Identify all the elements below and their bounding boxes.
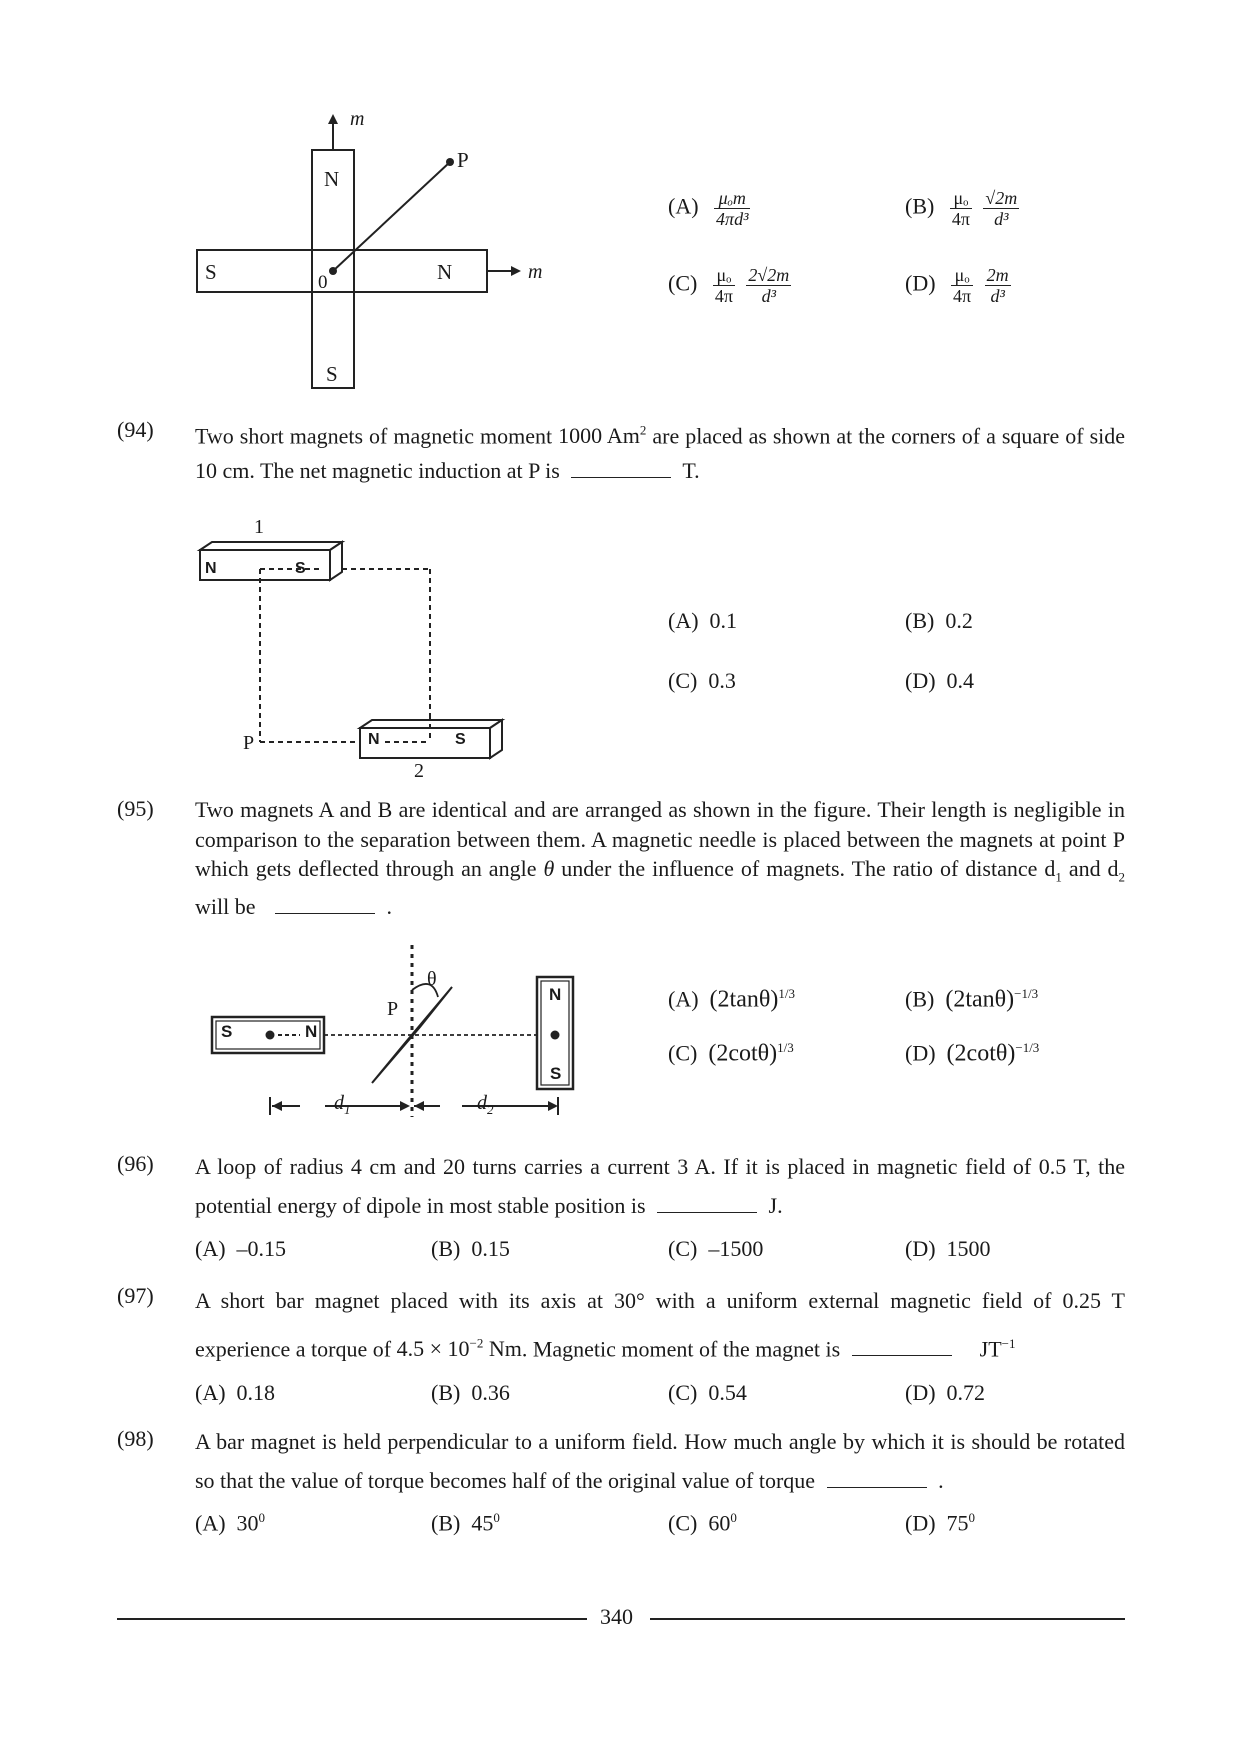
unit: T. (682, 458, 700, 484)
option-value: 0.15 (471, 1236, 510, 1261)
option-key: (B) (431, 1380, 461, 1405)
left-magnet-south: S (221, 1022, 233, 1041)
q94-option-d[interactable] (905, 668, 974, 694)
unit: Nm (488, 1336, 522, 1362)
subscript: 1 (1055, 869, 1062, 885)
option-key: (B) (431, 1236, 461, 1261)
north-pole-horizontal: N (437, 260, 453, 284)
text-part: Two magnets A and B are identical and are arranged as shown in the figure. Their length is negligible in comparison to the separation between them. A magnetic needle is placed between the magnets at point P which gets deflected through an angle (195, 797, 1125, 881)
option-key: (B) (905, 193, 935, 219)
origin-label: 0 (318, 272, 328, 293)
option-key: (A) (668, 193, 699, 219)
question-text (195, 413, 1125, 488)
subscript: 1 (344, 1102, 351, 1117)
text-part: under the influence of magnets. The ratio of distance d (561, 856, 1056, 881)
question-number: (96) (117, 1151, 154, 1176)
option-value: 0.2 (945, 608, 973, 633)
text-part: will be (195, 893, 256, 919)
text-part: d (477, 1092, 487, 1114)
subscript: 2 (487, 1102, 494, 1117)
option-key: (C) (668, 1380, 698, 1405)
option-value: 0.1 (709, 608, 738, 633)
question-number: (95) (117, 796, 154, 821)
figure-crossed-magnets (185, 110, 565, 400)
option-key: (D) (905, 1510, 936, 1536)
magnet-1-north: N (205, 560, 217, 577)
option-value: 75 (946, 1510, 969, 1536)
option-value: 0.54 (708, 1380, 747, 1405)
subscript: 2 (1118, 869, 1126, 885)
option-key: (A) (668, 608, 699, 633)
question-number: (97) (117, 1283, 154, 1308)
question-number: (94) (117, 417, 154, 442)
fraction (746, 265, 791, 306)
text-part: and d (1068, 856, 1119, 881)
q94-option-b[interactable] (905, 608, 973, 634)
magnet-1-label: 1 (254, 516, 264, 538)
q95-option-b[interactable] (905, 986, 1038, 1013)
question-number: (98) (117, 1426, 154, 1451)
option-key: (A) (195, 1380, 226, 1405)
torque-value (397, 1336, 522, 1361)
text-part: 1000 Am (558, 423, 640, 449)
unit: JT (979, 1336, 1002, 1362)
option-value: –0.15 (236, 1236, 287, 1261)
text-part: A short bar magnet placed with its axis at 30° with a uniform external magnetic field of 0.25 T experience a torque of (195, 1288, 1125, 1362)
denominator: 4πd³ (716, 209, 749, 229)
option-key: (C) (668, 270, 698, 296)
answer-blank (827, 1469, 927, 1488)
q93-option-b[interactable] (905, 188, 1022, 229)
option-key: (C) (668, 1236, 698, 1261)
exponent: −1/3 (1014, 986, 1039, 1001)
point-p-label: P (387, 998, 399, 1020)
denominator: 4π (951, 209, 970, 229)
south-pole-horizontal: S (205, 260, 217, 284)
exponent: −2 (469, 1336, 484, 1351)
option-key: (D) (905, 1236, 936, 1261)
option-key: (D) (905, 1380, 936, 1405)
footer-rule-left (117, 1618, 587, 1620)
unit: J. (768, 1193, 783, 1218)
left-magnet-north: N (305, 1022, 318, 1041)
magnet-2-north: N (368, 731, 380, 748)
fraction (985, 265, 1011, 306)
option-key: (C) (668, 668, 698, 693)
text-part: . (938, 1468, 944, 1493)
q95-option-d[interactable] (905, 1040, 1039, 1067)
numerator: μₒ (713, 265, 735, 286)
south-pole-vertical: S (326, 362, 338, 386)
option-value: 0.36 (471, 1380, 510, 1405)
question-text (195, 795, 1125, 921)
fraction (951, 265, 973, 306)
numerator: μₒ (950, 188, 972, 209)
exponent: 0 (968, 1510, 976, 1525)
option-key: (A) (668, 986, 699, 1012)
option-key: (A) (195, 1236, 226, 1261)
option-key: (D) (905, 270, 936, 296)
question-text (195, 1279, 1125, 1370)
exponent: 0 (730, 1510, 737, 1525)
q93-option-a[interactable] (668, 188, 753, 229)
numerator: 2m (986, 265, 1009, 285)
option-key: (B) (905, 608, 935, 633)
exponent: 0 (258, 1510, 266, 1525)
exponent: 1/3 (777, 1040, 794, 1055)
theta-angle-label: θ (427, 968, 437, 990)
answer-blank (571, 459, 671, 478)
numerator: μₒm (714, 188, 750, 209)
option-expression: (2cotθ) (708, 1040, 778, 1067)
q97-option-c[interactable] (668, 1380, 747, 1406)
q95-option-a[interactable] (668, 986, 795, 1013)
option-value: 45 (471, 1510, 494, 1536)
denominator: 4π (714, 286, 733, 306)
denominator: d³ (994, 209, 1009, 229)
distance-d2-label (477, 1092, 494, 1118)
moment-label-top: m (350, 108, 365, 130)
q94-option-c[interactable] (668, 668, 736, 694)
text-part: 4.5 × 10 (396, 1336, 470, 1362)
answer-blank (275, 895, 375, 914)
q95-option-c[interactable] (668, 1040, 794, 1067)
footer-rule-right (650, 1618, 1125, 1620)
q98-option-a[interactable] (195, 1510, 265, 1536)
question-text (195, 1147, 1125, 1225)
q97-option-b[interactable] (431, 1380, 510, 1406)
q97-option-a[interactable] (195, 1380, 275, 1406)
denominator: d³ (990, 286, 1005, 306)
q96-option-c[interactable] (668, 1236, 763, 1262)
q94-option-a[interactable] (668, 608, 737, 634)
magnet-1-south: S (295, 560, 306, 577)
option-key: (D) (905, 668, 936, 693)
numerator: 2√2m (748, 265, 790, 285)
theta-symbol: θ (543, 856, 555, 881)
q96-option-d[interactable] (905, 1236, 991, 1262)
option-value: 0.3 (708, 668, 736, 693)
q98-option-d[interactable] (905, 1510, 975, 1536)
magnet-2-south: S (455, 731, 466, 748)
numerator: √2m (985, 188, 1018, 208)
fraction (714, 188, 750, 229)
question-text (195, 1422, 1125, 1500)
text-part: A bar magnet is held perpendicular to a uniform field. How much angle by which it is should be rotated so that the value of torque becomes half of the original value of torque (195, 1429, 1125, 1493)
option-expression: (2tanθ) (709, 986, 779, 1013)
exponent: 2 (639, 423, 647, 438)
text-part: d (334, 1092, 344, 1114)
figure-needle-between-magnets (200, 945, 580, 1125)
text-part: . Magnetic moment of the magnet is (521, 1336, 841, 1362)
option-value: 30 (236, 1510, 259, 1536)
q93-option-c[interactable] (668, 265, 794, 306)
text-part: A loop of radius 4 cm and 20 turns carries a current 3 A. If it is placed in magnetic field of 0.5 T, the potential energy of dipole in most stable position is (195, 1154, 1125, 1218)
option-value: 1500 (946, 1236, 991, 1261)
magnet-2-label: 2 (414, 760, 424, 782)
page-number: 340 (600, 1604, 633, 1629)
moment-value (558, 423, 646, 448)
option-key: (C) (668, 1510, 698, 1536)
exponent: 0 (493, 1510, 500, 1525)
text-part: . (386, 893, 392, 919)
option-key: (C) (668, 1040, 698, 1066)
option-value: –1500 (708, 1236, 764, 1261)
moment-label-right: m (528, 261, 543, 283)
answer-blank (657, 1194, 757, 1213)
numerator: μₒ (951, 265, 973, 286)
point-p-label: P (457, 148, 469, 172)
right-magnet-north: N (549, 985, 562, 1004)
option-value: 0.4 (946, 668, 975, 693)
q98-option-b[interactable] (431, 1510, 500, 1536)
point-p-label: P (243, 732, 255, 754)
text-part: are placed as shown at the corners of a square of side 10 cm. The net magnetic induction at P is (195, 423, 1126, 484)
option-key: (B) (431, 1510, 461, 1536)
option-expression: (2tanθ) (945, 986, 1015, 1013)
exponent: −1 (1001, 1336, 1016, 1351)
fraction (950, 188, 972, 229)
denominator: d³ (761, 286, 777, 306)
text-part: Two short magnets of magnetic moment (195, 423, 553, 449)
option-value: 0.18 (236, 1380, 276, 1405)
option-key: (B) (905, 986, 935, 1012)
denominator: 4π (953, 286, 972, 306)
fraction (713, 265, 735, 306)
option-expression: (2cotθ) (946, 1040, 1016, 1067)
option-key: (A) (195, 1510, 226, 1536)
option-value: 60 (708, 1510, 731, 1536)
option-key: (D) (905, 1040, 936, 1066)
q96-option-a[interactable] (195, 1236, 286, 1262)
right-magnet-south: S (550, 1064, 562, 1083)
exponent: −1/3 (1015, 1040, 1040, 1055)
q98-option-c[interactable] (668, 1510, 737, 1536)
q93-option-d[interactable] (905, 265, 1014, 306)
option-value: 0.72 (946, 1380, 986, 1405)
distance-d1-label (334, 1092, 351, 1118)
answer-blank (852, 1337, 952, 1356)
fraction (983, 188, 1019, 229)
exponent: 1/3 (778, 986, 795, 1001)
q96-option-b[interactable] (431, 1236, 510, 1262)
north-pole-vertical: N (324, 167, 340, 191)
q97-option-d[interactable] (905, 1380, 985, 1406)
